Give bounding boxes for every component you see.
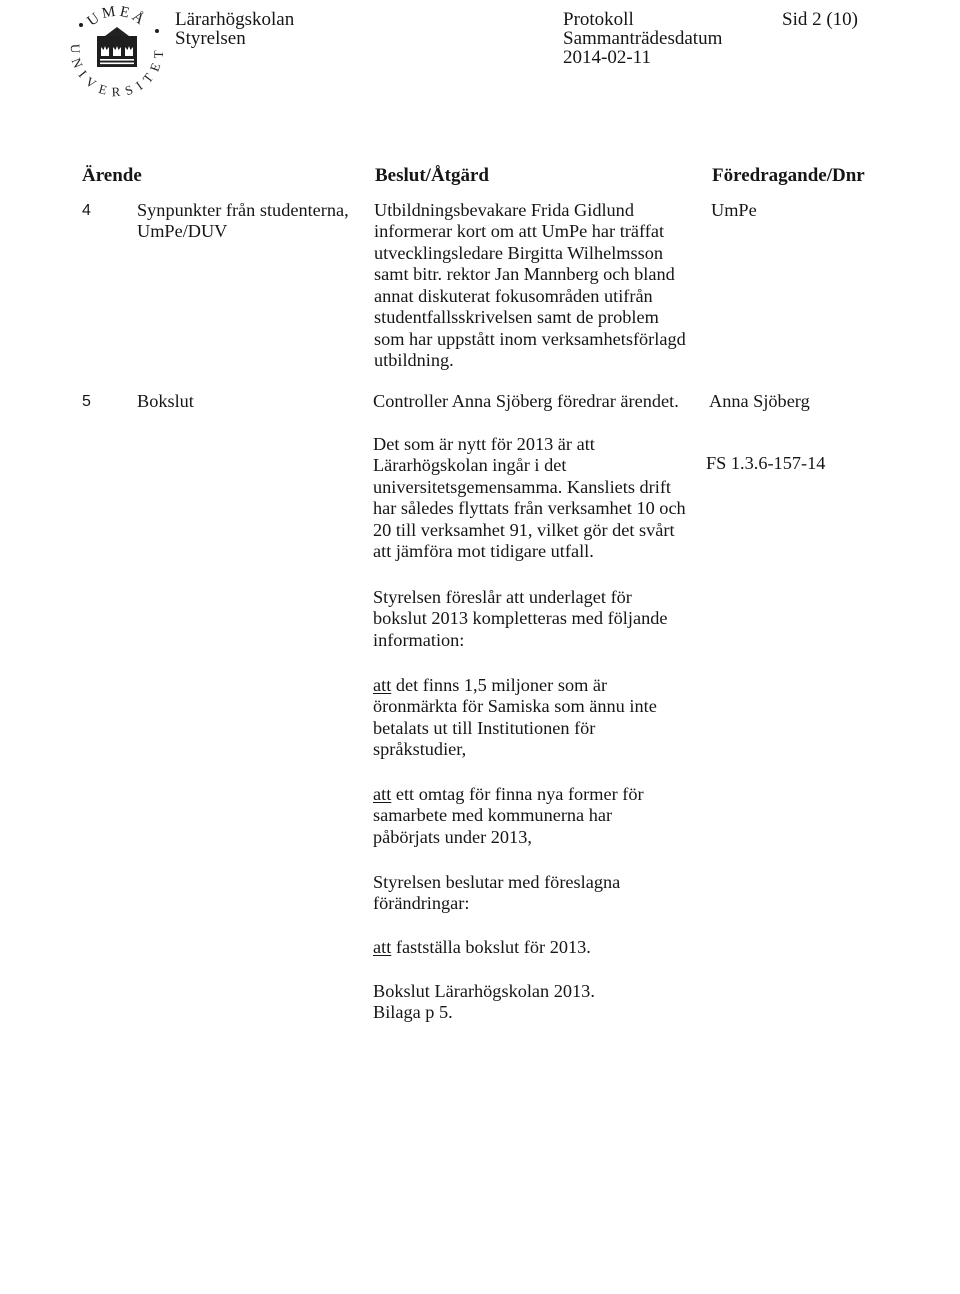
decision-att-clause xyxy=(373,937,591,959)
decision-line: utvecklingsledare Birgitta Wilhelmsson xyxy=(374,242,664,263)
seal-dot-right xyxy=(155,29,159,33)
document-info-block xyxy=(563,10,722,67)
decision-line: Styrelsen beslutar med föreslagna xyxy=(373,871,621,892)
item-title-line: Bokslut xyxy=(137,390,194,411)
item-presenter: Anna Sjöberg xyxy=(709,390,810,411)
item-decision xyxy=(374,200,686,372)
decision-att-clause xyxy=(373,784,644,849)
decision-line xyxy=(373,937,591,959)
decision-att-clause xyxy=(373,675,657,761)
decision-line: studentfallsskrivelsen samt de problem xyxy=(374,307,659,327)
column-header-presenter: Föredragande/Dnr xyxy=(712,164,865,186)
attachment-reference xyxy=(373,981,595,1024)
decision-line xyxy=(373,675,657,697)
seal-dot-left xyxy=(79,23,83,27)
item-title-line: UmPe/DUV xyxy=(137,221,228,241)
decision-line: utbildning. xyxy=(374,350,454,370)
decision-line: att jämföra mot tidigare utfall. xyxy=(373,541,594,561)
decision-line: samt bitr. rektor Jan Mannberg och bland xyxy=(374,264,675,284)
item-title-line: Synpunkter från studenterna, xyxy=(137,199,349,220)
decision-paragraph xyxy=(373,434,686,563)
decision-line: påbörjats under 2013, xyxy=(373,826,532,847)
seal-bottom-text: UNIVERSITET xyxy=(67,43,167,100)
att-clause-text: det finns 1,5 miljoner som är xyxy=(395,674,608,695)
decision-line: Bilaga p 5. xyxy=(373,1002,453,1022)
decision-line xyxy=(373,784,644,806)
decision-line: förändringar: xyxy=(373,893,470,913)
decision-line: bokslut 2013 kompletteras med följande xyxy=(373,608,668,628)
item-presenter: UmPe xyxy=(711,199,757,220)
decision-line: information: xyxy=(373,629,465,650)
decision-line: samarbete med kommunerna har xyxy=(373,805,613,825)
att-clause-text: fastställa bokslut för 2013. xyxy=(395,936,591,957)
decision-line: Controller Anna Sjöberg föredrar ärendet. xyxy=(373,390,679,411)
decision-line: öronmärkta för Samiska som ännu inte xyxy=(373,696,657,716)
university-seal-logo xyxy=(60,0,180,105)
column-header-item: Ärende xyxy=(82,164,142,186)
att-keyword: att xyxy=(373,783,392,804)
decision-line: Styrelsen föreslår att underlaget för xyxy=(373,586,632,607)
decision-line: Utbildningsbevakare Frida Gidlund xyxy=(374,199,634,220)
item-number: 5 xyxy=(82,392,91,410)
decision-line: som har uppstått inom verksamhetsförlagd xyxy=(374,328,686,349)
decision-paragraph xyxy=(373,872,620,915)
att-clause-text: ett omtag för finna nya former för xyxy=(395,783,644,804)
decision-line: Det som är nytt för 2013 är att xyxy=(373,433,595,454)
organisation-name: Lärarhögskolan xyxy=(175,9,295,30)
att-keyword: att xyxy=(373,674,392,695)
decision-line: har således flyttats från verksamhet 10 och xyxy=(373,498,686,518)
meeting-date: 2014-02-11 xyxy=(563,47,651,68)
att-keyword: att xyxy=(373,936,392,957)
decision-line: universitetsgemensamma. Kansliets drift xyxy=(373,476,672,497)
column-header-decision: Beslut/Åtgärd xyxy=(375,164,489,186)
building-icon xyxy=(97,27,137,67)
document-type: Protokoll xyxy=(563,9,634,30)
item-number: 4 xyxy=(82,201,91,219)
board-name: Styrelsen xyxy=(175,28,246,49)
item-reference-number: FS 1.3.6-157-14 xyxy=(706,452,826,473)
decision-line: annat diskuterat fokusområden utifrån xyxy=(374,285,653,306)
decision-line: Lärarhögskolan ingår i det xyxy=(373,455,567,475)
page-number: Sid 2 (10) xyxy=(782,9,858,30)
organisation-block xyxy=(175,10,294,48)
decision-line: informerar kort om att UmPe har träffat xyxy=(374,221,665,241)
decision-line: Bokslut Lärarhögskolan 2013. xyxy=(373,980,595,1001)
seal-top-text: UMEÅ xyxy=(84,3,150,30)
decision-line: språkstudier, xyxy=(373,739,467,759)
decision-paragraph xyxy=(373,391,679,413)
item-title xyxy=(137,200,349,243)
decision-line: betalats ut till Institutionen för xyxy=(373,717,596,738)
meeting-date-label: Sammanträdesdatum xyxy=(563,28,723,49)
item-title xyxy=(137,391,194,413)
decision-line: 20 till verksamhet 91, vilket gör det svårt xyxy=(373,519,675,540)
decision-paragraph xyxy=(373,587,667,652)
